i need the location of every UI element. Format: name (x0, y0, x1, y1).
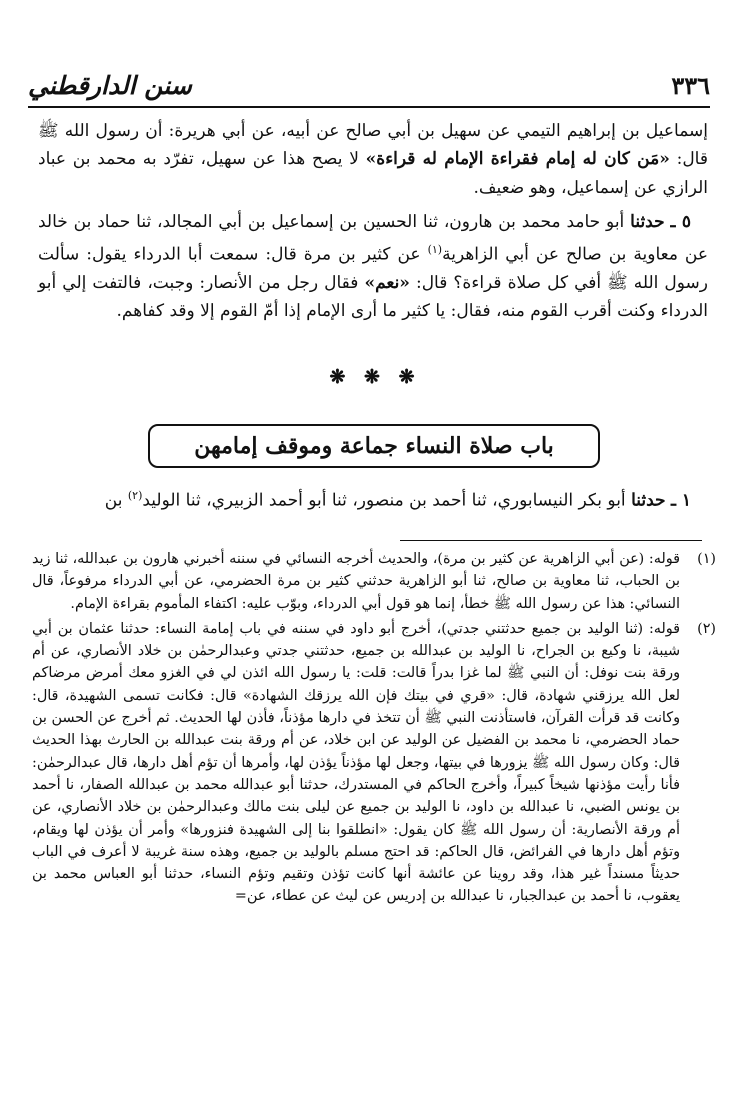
hadith-number: ٥ ـ (670, 211, 692, 232)
hadith-quote: «نعم» (364, 273, 410, 294)
footnote-number: (١) (697, 551, 716, 567)
footnote-text: قوله: (عن أبي الزاهرية عن كثير بن مرة)، والحديث أخرجه النسائي في سننه أخبرني هارون بن عبدالله، ثنا زيد بن الحباب، ثنا معاوية بن صالح، ثنا أبو الزاهرية حدثني كثير بن مرة الحضرمي، عن أبي الدرداء مرفوعاً، قال النسائي: هذا عن رسول الله ﷺ خطأ، إنما هو قول أبي الدرداء، وبوّب عليه: اكتفاء المأموم بقراءة الإمام. (32, 551, 680, 612)
haddathana: حدثنا (631, 490, 666, 511)
footnote (32, 618, 716, 908)
hadith-paragraph: ٥ ـ حدثنا أبو حامد محمد بن هارون، ثنا الحسين بن إسماعيل بن أبي المجالد، ثنا حماد بن خالد عن معاوية بن صالح عن أبي الزاهرية$^{(١)}$ عن كثير بن مرة قال: سمعت أبا الدرداء يقول: سألت رسول الله ﷺ أفي كل صلاة قراءة؟ قال: «نعم» فقال رجل من الأنصار: وجبت، فالتفت إلي أبو الدرداء وكنت أقرب القوم منه، فقال: يا كثير ما أرى الإمام إذا أمّ القوم إلا وقد كفاهم. (38, 211, 708, 322)
hadith-quote: «مَن كان له إمام فقراءة الإمام له قراءة» (365, 149, 670, 170)
footnote-number: (٢) (697, 620, 716, 637)
chapter-text (38, 482, 708, 515)
chapter-heading-box (148, 424, 600, 468)
paragraph: إسماعيل بن إبراهيم التيمي عن سهيل بن أبي صالح عن أبيه، عن أبي هريرة: أن رسول الله ﷺ قال: «مَن كان له إمام فقراءة الإمام له قراءة» لا يصح هذا عن سهيل، تفرّد به محمد بن عباد الرازي عن إسماعيل، وهو ضعيف. (38, 121, 708, 198)
page-header (28, 62, 710, 108)
running-title: سنن الدارقطني (28, 71, 192, 100)
hadith-number: ١ ـ (670, 490, 691, 511)
chapter-title: باب صلاة النساء جماعة وموقف إمامهن (194, 433, 554, 459)
page-number: ٣٣٦ (671, 71, 710, 100)
footnotes (32, 548, 716, 911)
hadith-paragraph: ١ ـ حدثنا أبو بكر النيسابوري، ثنا أحمد بن منصور، ثنا أبو أحمد الزبيري، ثنا الوليد$^{(٢)}$ بن (104, 489, 691, 511)
footnote-ref[interactable]: (١) (427, 243, 443, 257)
footnote-ref[interactable]: (٢) (127, 489, 143, 502)
footnote (32, 548, 716, 615)
haddathana: حدثنا (630, 211, 665, 232)
section-separator: ❋ ❋ ❋ (329, 366, 421, 388)
main-text (38, 117, 708, 326)
footnote-text: قوله: (ثنا الوليد بن جميع حدثتني جدتي)، أخرج أبو داود في سننه في باب إمامة النساء: حدثنا عثمان بن أبي شيبة، نا وكيع بن الجراح، نا الوليد بن عبدالله بن جميع، حدثتني جدتي وعبدالرحمٰن بن خلاد الأنصاري، عن أم ورقة بنت نوفل: أن النبي ﷺ لما غزا بدراً قالت: قلت: يا رسول الله ائذن لي في الغزو معك أمرض مرضاكم لعل الله يرزقني شهادة، قال: «قري في بيتك فإن الله يرزقك الشهادة» قال: فكانت تسمى الشهيدة، قال: وكانت قد قرأت القرآن، فاستأذنت النبي ﷺ أن تتخذ في دارها مؤذناً، فأذن لها الحديث. ثم أخرج عن الحسن بن حماد الحضرمي، نا محمد بن الفضيل عن الوليد عن ابن خلاد، عن أم ورقة بنت عبدالله بن الحارث بهذا الحديث قال: وكان رسول الله ﷺ يزورها في بيتها، وجعل لها مؤذناً يؤذن لها، وأمرها أن تؤم أهل دارها، قال عبدالرحمٰن: فأنا رأيت مؤذنها شيخاً كبيراً، وأخرج الحاكم في المستدرك، حدثنا أبو عبدالله محمد بن عبدالله الصفار، نا أحمد بن يونس الضبي، نا عبدالله بن داود، نا الوليد بن جميع عن ليلى بنت مالك وعبدالرحمٰن بن خلاد الأنصاري، عن أم ورقة الأنصارية: أن رسول الله ﷺ كان يقول: «انطلقوا بنا إلى الشهيدة فنزورها» وأمر أن يؤذن لها ويقام، وتؤم أهل دارها في الفرائض، قال الحاكم: قد احتج مسلم بالوليد بن جميع، وهذه سنة غريبة لا أعرف في الباب حديثاً مسنداً غير هذا، وقد روينا عن عائشة أنها كانت تؤذن وتقيم وتؤم النساء، حدثنا أبو العباس محمد بن يعقوب، نا أحمد بن عبدالجبار، نا عبدالله بن إدريس عن ليث عن عطاء، عن= (32, 620, 680, 905)
footnote-divider (400, 540, 702, 541)
